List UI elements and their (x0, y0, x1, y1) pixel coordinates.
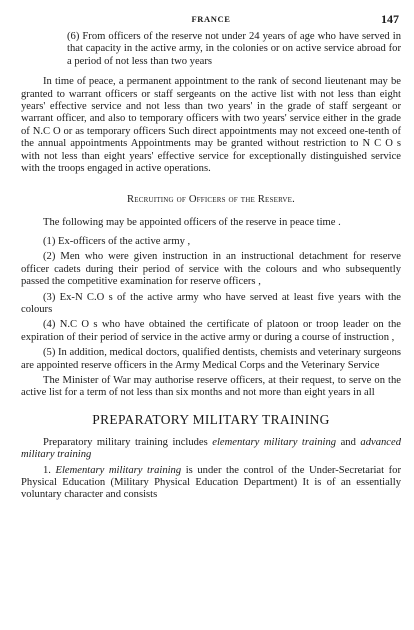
paragraph-preparatory (21, 437, 401, 462)
list-item: (5) In addition, medical doctors, qualified dentists, chemists and veterinary surgeons are appointed reserve officers in the Army Medical Corps and the Veterinary Service (21, 347, 401, 371)
list-item: (4) N.C O s who have obtained the certificate of platoon or troop leader on the expiration of their period of service in the active army or during a course of instruction , (21, 319, 401, 343)
text-span: Preparatory military training includes (43, 436, 213, 448)
italic-term: elementary military training (212, 436, 337, 448)
list-item: (2) Men who were given instruction in an instructional detachment for reserve officer cadets during their period of service with the colours and who subsequently passed the competitive examination for reserve officers , (21, 251, 401, 288)
text-span: and (336, 436, 361, 448)
list-item: (3) Ex-N C.O s of the active army who have served at least five years with the colours (21, 291, 401, 315)
text-span: 1. (43, 464, 56, 476)
paragraph-elementary (21, 465, 401, 502)
italic-term: Elementary military training (55, 464, 182, 476)
list-item: (1) Ex-officers of the active army , (43, 235, 191, 247)
paragraph-peace-appointments: In time of peace, a permanent appointment to the rank of second lieutenant may be granted to warrant officers or staff sergeants on the active list with not less than eight years' effective service and not less than two years' in the grade of staff sergeant or warrant officer, and also to temporary officers with two years' service either in the grade of N.C O or as temporary officers Such direct appointments may not exceed one-tenth of the annual appointments Appointments may be granted without restriction to N C O s with not less than eight years' effective service for exceptionally distinguished service with the troops engaged in active operations. (21, 76, 401, 175)
page-number: 147 (381, 12, 399, 26)
text-span: is under the control of the Under-Secretariat for Physical Education (Military Physical Education Department) It is of an essentially voluntary character and consists (21, 464, 401, 501)
italic-term: advanced military training (21, 436, 402, 461)
running-header (21, 12, 401, 28)
list-item-6: (6) From officers of the reserve not under 24 years of age who have served in that capacity in the active army, in the colonies or on active service abroad for a period of not less than two years (67, 31, 401, 67)
paragraph-intro: The following may be appointed officers of the reserve in peace time . (43, 217, 341, 229)
paragraph-minister: The Minister of War may authorise reserve officers, at their request, to serve on the active list for a term of not less than six months and not more than eight years in all (21, 374, 401, 399)
section-heading: Recruiting of Officers of the Reserve. (126, 194, 295, 206)
running-title: FRANCE (191, 14, 231, 24)
chapter-heading: PREPARATORY MILITARY TRAINING (92, 411, 330, 427)
